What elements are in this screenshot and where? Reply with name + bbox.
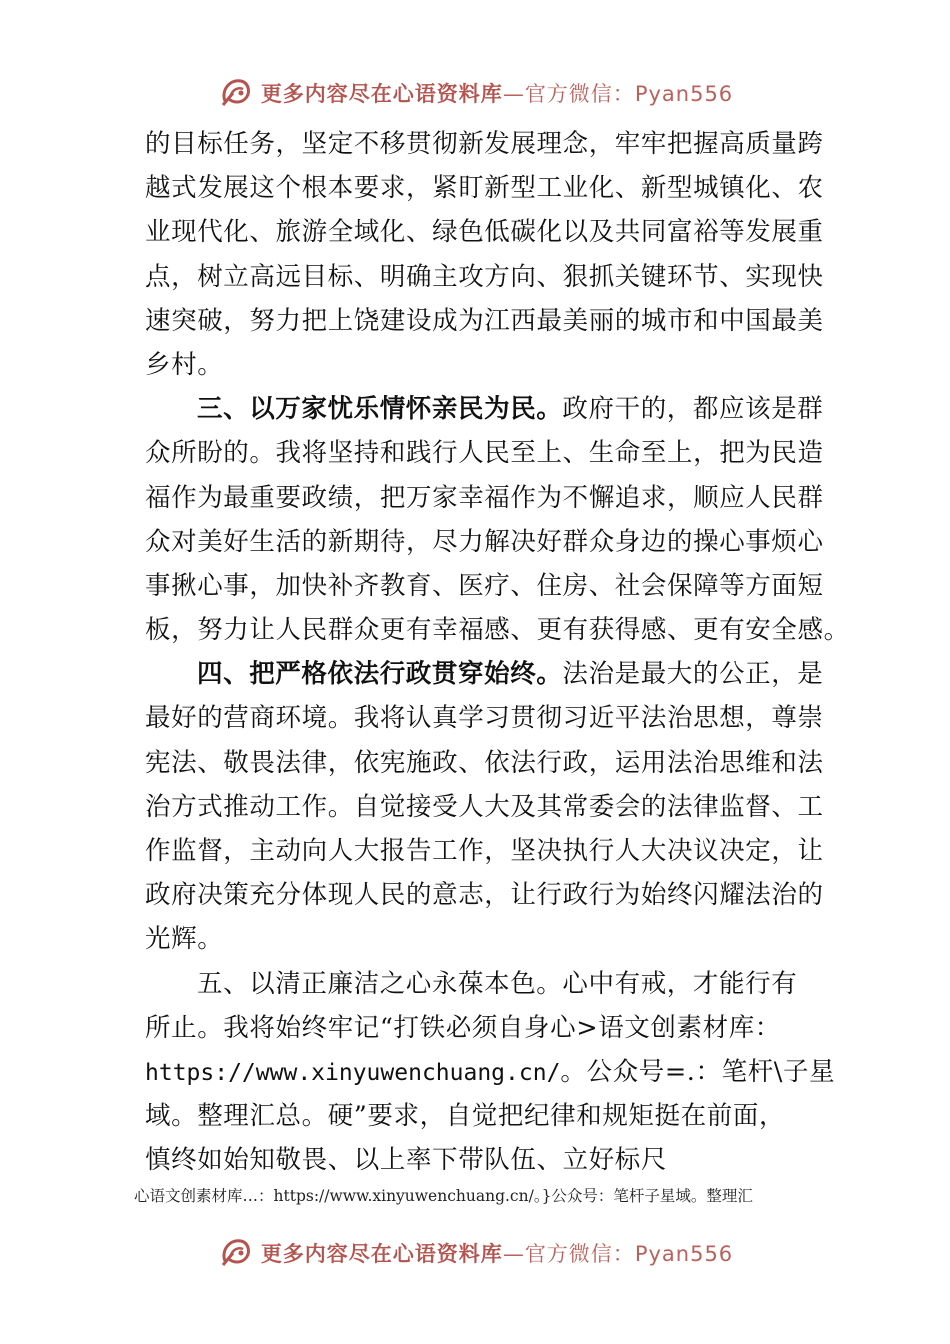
text-line: 的目标任务，坚定不移贯彻新发展理念，牢牢把握高质量跨 <box>145 129 824 159</box>
text-line: 板，努力让人民群众更有幸福感、更有获得感、更有安全感。 <box>145 615 850 646</box>
text-line: 宪法、敬畏法律，依宪施政、依法行政，运用法治思维和法 <box>145 747 824 778</box>
document-body <box>145 122 850 1183</box>
header-banner <box>0 68 950 118</box>
text-line: 事揪心事，加快补齐教育、医疗、住房、社会保障等方面短 <box>145 570 824 601</box>
banner-title: 更多内容尽在心语资料库—官方微信：Pyan556 <box>260 1242 734 1266</box>
text-line: 慎终如始知敬畏、以上率下带队伍、立好标尺 <box>145 1145 668 1176</box>
text-line: https://www.xinyuwenchuang.cn/。公众号=.：笔杆\子星 <box>145 1056 836 1087</box>
text-line: 政府决策充分体现人民的意志，让行政行为始终闪耀法治的 <box>145 880 824 911</box>
text-line: 越式发展这个根本要求，紧盯新型工业化、新型城镇化、农 <box>145 173 824 204</box>
text-line: 点，树立高远目标、明确主攻方向、狠抓关键环节、实现快 <box>145 261 824 292</box>
text-line: 光辉。 <box>145 924 224 955</box>
text-line: 速突破，努力把上饶建设成为江西最美丽的城市和中国最美 <box>145 305 824 336</box>
text-line: 众所盼的。我将坚持和践行人民至上、生命至上，把为民造 <box>145 438 824 469</box>
text-line: 所止。我将始终牢记“打铁必须自身心>语文创素材库： <box>145 1012 781 1043</box>
banner-title: 更多内容尽在心语资料库—官方微信：Pyan556 <box>260 82 734 106</box>
logo-icon <box>217 1233 257 1273</box>
text-line: 治方式推动工作。自觉接受人大及其常委会的法律监督、工 <box>145 791 824 822</box>
section-4-heading: 四、把严格依法行政贯穿始终。 <box>197 659 563 690</box>
footer-banner <box>0 1228 950 1278</box>
text-line: 乡村。 <box>145 349 224 380</box>
text-line: 域。整理汇总。硬”要求，自觉把纪律和规矩挺在前面， <box>145 1101 786 1132</box>
page-footer: 心语文创素材库…：https://www.xinyuwenchuang.cn/。}公众号：笔杆子星域。整理汇 <box>134 1187 753 1205</box>
section-5-first-line: 五、以清正廉洁之心永葆本色。心中有戒，才能行有 <box>197 968 798 999</box>
logo-icon <box>217 73 257 113</box>
text-line: 众对美好生活的新期待，尽力解决好群众身边的操心事烦心 <box>145 526 824 557</box>
text-line: 作监督，主动向人大报告工作，坚决执行人大决议决定，让 <box>145 836 824 866</box>
section-3-first-line: 三、以万家忧乐情怀亲民为民。政府干的，都应该是群 <box>197 394 824 425</box>
text-line: 福作为最重要政绩，把万家幸福作为不懈追求，顺应人民群 <box>145 482 824 513</box>
text-line: 最好的营商环境。我将认真学习贯彻习近平法治思想，尊崇 <box>145 703 824 734</box>
section-4-first-line: 四、把严格依法行政贯穿始终。法治是最大的公正，是 <box>197 659 824 690</box>
text-line: 业现代化、旅游全域化、绿色低碳化以及共同富裕等发展重 <box>145 217 824 248</box>
section-3-heading: 三、以万家忧乐情怀亲民为民。 <box>197 394 563 425</box>
url-link[interactable]: https://www.xinyuwenchuang.cn/ <box>145 1059 561 1086</box>
